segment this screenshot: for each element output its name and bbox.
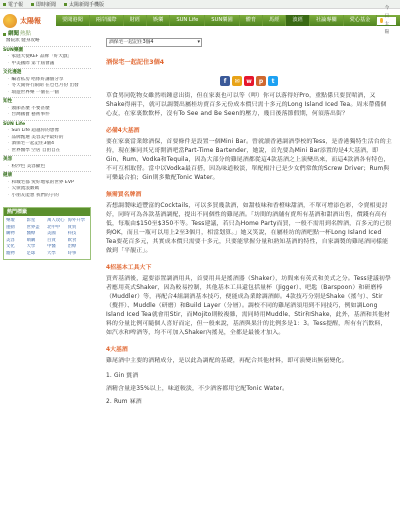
sidebar [0,30,94,260]
sun-logo-icon [3,14,17,28]
divider [3,97,91,98]
article-title: 酒保宅一起記住3個4 [106,59,165,66]
tag-link[interactable]: 影星 [26,218,36,223]
sidebar-group-title[interactable]: SUN樂園 [3,47,24,53]
sidebar-link[interactable]: 醫院派 健身攻略 [6,38,40,43]
paragraph: 雞尾酒中主要的酒精成分，是以此為調配的基礎，再配合其他材料，即可演變出無窮變化。 [106,358,348,364]
sidebar-item[interactable]: · 頭節甚麼 不要甚麼 [0,106,94,113]
weibo-icon[interactable]: w [244,76,254,86]
tag-link[interactable]: 購物 [6,231,15,236]
today-sun-label: 今日太陽 [384,5,390,35]
top-link-label: 即時新聞 [36,1,57,8]
sidebar-item[interactable]: · 世界醫學 空居 自由自在 [0,148,94,155]
sidebar-group-title[interactable]: 知性 [3,99,13,104]
divider [3,120,91,121]
paragraph: 酒精含量達35%以上，味道較淡，不少酒客都用它配Tonic Water。 [106,386,289,392]
tag-link[interactable]: 北中中 [47,224,61,230]
article-select-dropdown[interactable]: 酒保宅一起記住3個4 ▾ [106,38,202,47]
divider [3,171,91,172]
sidebar-item[interactable]: · 台灣國寶 藝術事件 [0,112,94,119]
top-link-label: 太陽新聞手機版 [69,1,105,8]
sidebar-item[interactable]: · Sun Life 超越你的想像 [0,128,94,135]
tag-link[interactable]: 文化 [6,244,15,249]
tag-link[interactable]: 賀賀 [67,224,77,230]
divider [3,155,91,156]
tag-link[interactable]: 世界盃 [26,224,40,230]
tag-link[interactable]: 醫療 [26,231,36,236]
main-nav [56,5,400,35]
paragraph: 要在家裏當業餘酒保，首要條件是設置一個Mini Bar。曾就讀香港調酒學校的Tess，是香港獨特生活台的主持，現在擁同其兄哥開酒吧當Part-Time Bartender，她說，首先要為Mini Bar添置的是4大基酒，即Gin、Rum、Vodka和Tequila，因為大部分的雞尾酒都從這4款基酒之上演變出來，而這4款酒各有特色，不可互相取替。當中以Vodka最百搭，因為味道較淡，單配根汁已是少女們常飲的Screw Driver；Rum與可樂最合拍；Gin則多數配Tonic Water。 [106,139,392,181]
divider [3,46,91,47]
top-link-mobile[interactable] [64,1,104,8]
hot-tags-list [4,216,90,259]
nav-item-entertainment[interactable]: 娛樂 [147,15,170,26]
nav-item-sunlife[interactable]: SUN Life [170,15,205,26]
section-heading: 4大基酒 [106,347,128,353]
today-sun-button[interactable] [377,5,396,35]
tag-link[interactable]: 治療 [67,244,77,249]
tag-link[interactable]: 百貨 [47,237,56,243]
tag-link[interactable]: 美國 [47,231,56,236]
site-logo[interactable] [3,12,55,30]
tag-link[interactable]: 科技 [67,231,77,236]
tag-link[interactable]: 網購 [26,237,36,243]
tag-link[interactable]: 足球 [26,250,36,256]
bullet-icon [31,3,34,6]
sidebar-group-title[interactable]: SUN Life [3,121,26,127]
tag-link[interactable]: 中醫 [47,244,56,249]
sun-icon [380,18,382,23]
tag-link[interactable]: 寵物 [6,250,15,256]
bullet-icon [64,3,67,6]
nav-item-finance[interactable]: 財經 [124,15,147,26]
nav-item-sports[interactable]: 體育 [240,15,263,26]
top-utility-bar [0,0,400,9]
sidebar-group-title[interactable]: 文化漫遊 [3,70,22,75]
nav-item-local[interactable]: 要聞港聞 [56,15,90,26]
sidebar-group-title[interactable]: 健康 [3,173,13,178]
twitter-icon[interactable]: t [268,76,278,86]
tag-link[interactable]: 海外升學 [67,218,86,223]
article-body [106,92,392,407]
paragraph: 買齊基酒後，還要添置調酒用具，首要用具是搖酒器（Shaker），坊間來有英式和美式之分。Tess建議初學者應用英式Shaker，因為較易控制，其他基本工具還包括量杯（Jigger）、吧匙（Barspoon）和研磨棒（Muddler）等，再配合4組調酒基本技巧，便能成為業餘調酒師。4款技巧分別是Shake（搖勻）、Stir（攪拌）、Muddle（研磨）和Build Layer（分層）。調校不同的雞尾酒須用到不同技巧，例如調Long Island Iced Tea就會用Stir，而Mojito則較複雜，需同時用Muddle、Stir和Shake，此外，基酒和其他材料的分量比例可隨個人喜好而定，但一般來說，基酒與果汁的比例多是1：3。Tess提醒，所有有汽飲料，如汽水和啤酒等，均不可加入Shaker內搖晃，全都是最後才加入。 [106,276,391,336]
sidebar-item[interactable]: · 編者私房 唔係好講個分享 [0,77,94,84]
section-title-text: 網聞 [8,31,20,37]
sidebar-item[interactable]: · 家庭大使KEF 品牌「好大戲」 [0,54,94,61]
section-subtitle-text: 熱點 [20,31,32,37]
article-content [96,30,400,411]
bullet-icon [3,3,6,6]
facebook-icon[interactable]: f [220,76,230,86]
top-link-label: 電子報 [8,1,24,8]
share-bar [106,76,392,86]
divider [3,68,91,69]
sidebar-item[interactable]: · 小朋友能想 我們的子的 [0,193,94,200]
tag-link[interactable]: 美容 [6,237,15,243]
tag-link[interactable]: 飲食 [67,237,77,243]
sidebar-item[interactable]: · 品牌甄選 美容美甲最好的 [0,135,94,142]
top-link-newsletter[interactable] [3,1,23,8]
nav-item-editorial[interactable]: 社論專欄 [310,15,344,26]
nav-item-charity[interactable]: 愛心基金 [344,15,378,26]
plurk-icon[interactable]: p [256,76,266,86]
paragraph: 若想調製味道豐富的Cocktails，可以多買幾款酒，如甜枝味和香橙味甜酒，不單可增添色彩，令賣相更討好，同時可為各款基酒調配，提出不同個性的雞尾酒。「坊間的酒舖有賣所有基酒和甜酒出售，價錢有高有低，每瓶由$150至$350不等。Tess建議，若只為Home Party而買，一般不需用到名牌酒，百多元的已很夠OK，而且一瓶可以用上2至3個月，相當划算。」她又笑說，在屬桂坊的酒吧點一杯Long Island Iced Tea要花百多元，其實成本價只需要十多元，只要能掌握分量和熟知基酒的特性，自家調製的雞尾酒同樣能做到「平靚正」。 [106,203,392,254]
nav-item-football[interactable]: 波經 [286,15,309,26]
section-heading: 無需買名牌酒 [106,192,142,198]
sidebar-item[interactable]: · 中美國際 第十屆會議 [0,61,94,68]
section-heading: 4招基本工具大下 [106,265,152,271]
section-heading: 必備4大基酒 [106,128,140,134]
tag-link[interactable]: 大學 [47,250,56,256]
hot-tags-title: 熱門標籤 [4,208,90,216]
site-logo-text: 太陽報 [20,16,41,25]
tag-link[interactable]: 大學 [26,244,36,249]
tag-link[interactable]: 時事 [67,250,77,256]
top-link-instant-news[interactable] [31,1,56,8]
list-item: 2. Rum 冧酒 [106,399,142,405]
sidebar-item[interactable]: · 粉沙色 美容顯色 [0,164,94,171]
sidebar-section-title [0,30,94,38]
tag-link[interactable]: 萬人攻心 [47,218,65,223]
sidebar-item[interactable]: · 冬天開得冇限期 在乜乜月份 出發 [0,83,94,90]
nav-item-china-intl[interactable]: 兩岸國際 [90,15,124,26]
sidebar-item[interactable]: · 環遊世界樂 一個在一個 [0,90,94,97]
nav-item-horse[interactable]: 馬經 [263,15,286,26]
sidebar-item[interactable]: · 酒保宅一起記住3個4 [0,141,94,148]
sidebar-item[interactable]: · 和城宅都 愛好地家的世界 EVP [0,180,94,187]
sidebar-item[interactable]: · 欠債流浪數碼 [0,186,94,193]
bullet-icon [3,33,6,36]
sidebar-group-title[interactable]: 美容 [3,157,13,162]
email-icon[interactable]: ✉ [232,76,242,86]
list-item: 1. Gin 氈酒 [106,373,139,379]
tag-link[interactable]: 樂壇 [6,218,15,223]
nav-item-sun-park[interactable]: SUN樂園 [205,15,239,26]
hot-tags-box [3,207,91,260]
paragraph: 草食男同乾物女雖然唔鍾意出街，但在家裏也可以等（呷）你可以落得好Pro，重點係只要買啱酒，又Shake得兩手，就可以調製出屬桂坊賣百多元份成本價只需十多元的Long Island Iced Tea。周末帶備個心友，在家裏飲飲杯，沒有To See and Be Seen的壓力，幾日後落節假期，何須落出街？ [106,93,387,117]
tag-link[interactable]: 運動 [6,224,15,230]
